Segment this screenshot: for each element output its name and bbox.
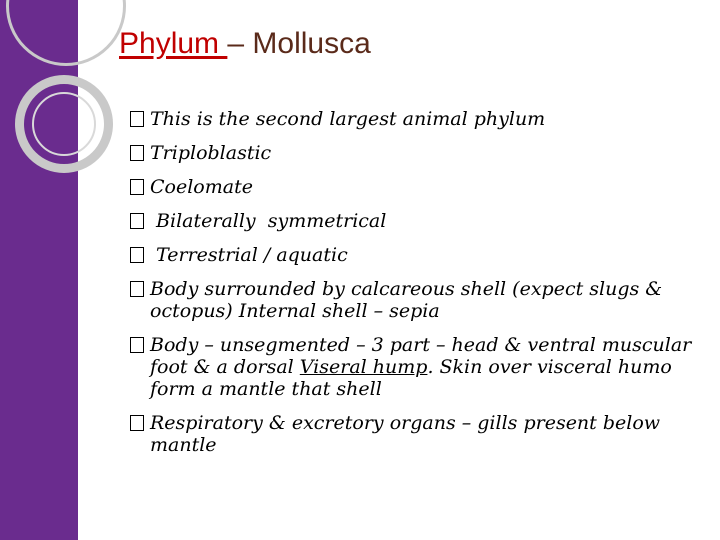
missing-glyph-box-icon: [130, 337, 144, 353]
slide-title: [119, 22, 371, 66]
bullet-item: [130, 142, 715, 164]
bullet-item: [130, 108, 715, 130]
bullet-text-part: . Skin over visceral humo form a mantle that shell: [150, 356, 672, 400]
bullet-text: This is the second largest animal phylum: [150, 108, 546, 130]
bullet-text-part: Body – unsegmented – 3 part – head & ventral muscular foot & a dorsal: [150, 334, 692, 378]
decorative-ring-inner: [32, 92, 96, 156]
bullet-text: Body surrounded by calcareous shell (expect slugs & octopus) Internal shell – sepia: [150, 278, 663, 322]
missing-glyph-box-icon: [130, 145, 144, 161]
bullet-text: Bilaterally symmetrical: [150, 210, 387, 232]
bullet-item: [130, 210, 715, 232]
missing-glyph-box-icon: [130, 247, 144, 263]
title-mollusca: – Mollusca: [227, 27, 371, 60]
bullet-text: [150, 334, 691, 400]
missing-glyph-box-icon: [130, 281, 144, 297]
bullet-text: Triploblastic: [150, 142, 272, 164]
bullet-item: [130, 334, 715, 400]
bullet-text: Coelomate: [150, 176, 253, 198]
bullet-text: Respiratory & excretory organs – gills present below mantle: [150, 412, 661, 456]
bullet-list: [130, 108, 715, 468]
bullet-item: [130, 278, 715, 322]
underlined-term: Viseral hump: [299, 356, 428, 378]
missing-glyph-box-icon: [130, 213, 144, 229]
bullet-item: [130, 176, 715, 198]
title-phylum: Phylum: [119, 27, 228, 60]
missing-glyph-box-icon: [130, 415, 144, 431]
bullet-text: Terrestrial / aquatic: [150, 244, 348, 266]
missing-glyph-box-icon: [130, 111, 144, 127]
missing-glyph-box-icon: [130, 179, 144, 195]
bullet-item: [130, 412, 715, 456]
bullet-item: [130, 244, 715, 266]
